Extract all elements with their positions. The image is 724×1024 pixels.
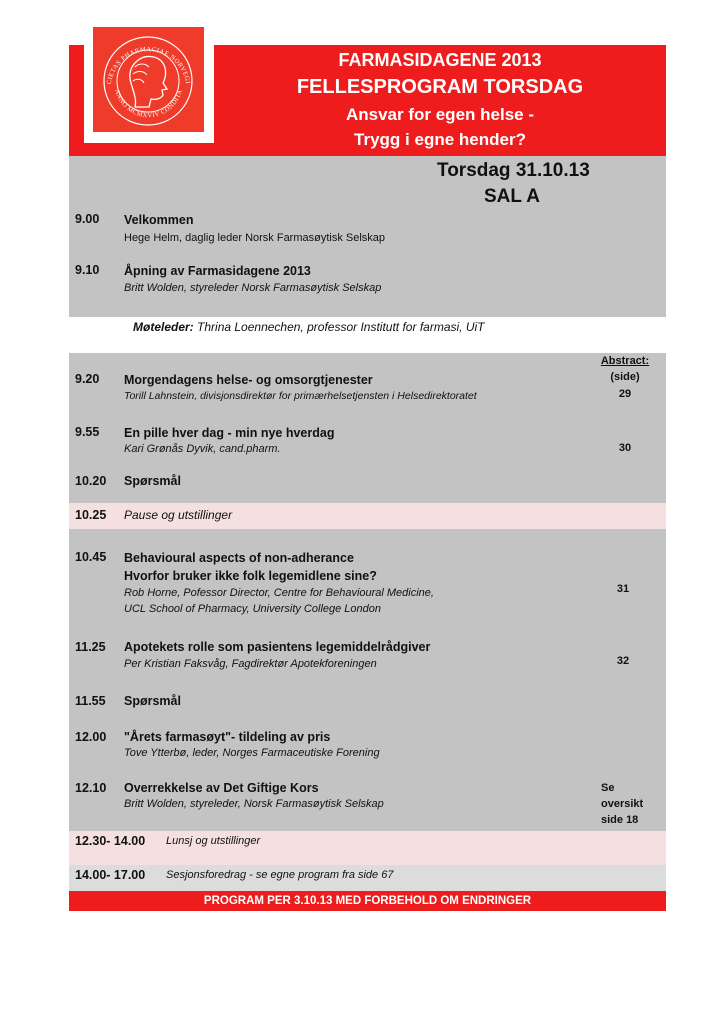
note-line: side 18 — [601, 814, 639, 826]
abstract-header-sub: (side) — [610, 371, 640, 383]
item-speaker: Torill Lahnstein, divisjonsdirektør for primærhelsetjensten i Helsedirektoratet — [124, 390, 477, 402]
footer-banner: PROGRAM PER 3.10.13 MED FORBEHOLD OM ENDRINGER — [69, 891, 666, 911]
header-line-1: FARMASIDAGENE 2013 — [338, 50, 542, 70]
item-title: Velkommen — [124, 213, 194, 227]
item-time: 11.55 — [75, 694, 106, 708]
date-title: Torsdag 31.10.13 — [437, 160, 590, 181]
item-speaker: Britt Wolden, styreleder Norsk Farmasøytisk Selskap — [124, 282, 382, 294]
item-time: 9.10 — [75, 263, 100, 277]
item-speaker-2: UCL School of Pharmacy, University College London — [124, 603, 382, 615]
item-title: Overrekkelse av Det Giftige Kors — [124, 781, 319, 795]
item-time: 10.20 — [75, 474, 107, 488]
room-title: SAL A — [484, 186, 540, 207]
item-time: 12.10 — [75, 781, 107, 795]
item-speaker: Per Kristian Faksvåg, Fagdirektør Apotekforeningen — [124, 658, 377, 670]
svg-text:SOCIETAS PHARMACIAE NORVEGIAE: CIETAS PHARMACIAE NORVEGI — [105, 46, 192, 86]
item-time: 9.20 — [75, 372, 100, 386]
sessions-text: Sesjonsforedrag - se egne program fra side 67 — [166, 869, 394, 881]
item-speaker: Britt Wolden, styreleder, Norsk Farmasøytisk Selskap — [124, 798, 384, 810]
abstract-page: 31 — [616, 583, 630, 595]
moderator-label: Møteleder: — [133, 320, 194, 334]
moderator-line — [133, 320, 484, 334]
society-logo — [93, 27, 204, 132]
header-line-2: FELLESPROGRAM TORSDAG — [296, 76, 584, 98]
note-line: Se — [601, 782, 615, 794]
sessions-time: 14.00- 17.00 — [75, 868, 146, 882]
abstract-page: 29 — [618, 388, 632, 400]
item-title: En pille hver dag - min nye hverdag — [124, 426, 335, 440]
lunch-block — [69, 831, 666, 865]
item-title: Apotekets rolle som pasientens legemiddelrådgiver — [124, 640, 431, 654]
item-title: Behavioural aspects of non-adherance — [124, 551, 354, 565]
item-time: 12.00 — [75, 730, 107, 744]
item-time: 9.55 — [75, 425, 100, 439]
item-speaker: Tove Ytterbø, leder, Norges Farmaceutiske Forening — [124, 747, 380, 759]
item-title-2: Hvorfor bruker ikke folk legemidlene sine? — [124, 569, 377, 583]
lunch-text: Lunsj og utstillinger — [166, 835, 261, 847]
pause-text: Pause og utstillinger — [124, 508, 233, 522]
society-seal-icon — [93, 27, 204, 132]
item-title: Morgendagens helse- og omsorgtjenester — [124, 373, 373, 387]
item-time: 11.25 — [75, 640, 106, 654]
header-line-3: Ansvar for egen helse - — [345, 105, 534, 124]
item-speaker: Hege Helm, daglig leder Norsk Farmasøytisk Selskap — [124, 232, 386, 244]
item-speaker: Kari Grønås Dyvik, cand.pharm. — [124, 443, 281, 455]
abstract-header: Abstract: — [600, 355, 650, 367]
item-title: Spørsmål — [124, 694, 181, 708]
note-line: oversikt — [601, 798, 644, 810]
item-title: Spørsmål — [124, 474, 181, 488]
header-line-4: Trygg i egne hender? — [354, 130, 526, 149]
item-title: "Årets farmasøyt"- tildeling av pris — [124, 730, 331, 744]
moderator-text: Thrina Loennechen, professor Institutt for farmasi, UiT — [193, 320, 485, 334]
pause-time: 10.25 — [75, 508, 107, 522]
see-overview-note — [601, 780, 643, 828]
abstract-page: 30 — [618, 442, 632, 454]
lunch-time: 12.30- 14.00 — [75, 834, 146, 848]
item-title: Åpning av Farmasidagene 2013 — [124, 264, 311, 278]
abstract-page: 32 — [616, 655, 630, 667]
item-time: 9.00 — [75, 212, 100, 226]
item-time: 10.45 — [75, 550, 107, 564]
svg-text:ANNO MCMXVIV CONDITA: ANNO MCMXVIV CONDITA — [113, 88, 184, 120]
item-speaker: Rob Horne, Pofessor Director, Centre for Behavioural Medicine, — [124, 587, 434, 599]
